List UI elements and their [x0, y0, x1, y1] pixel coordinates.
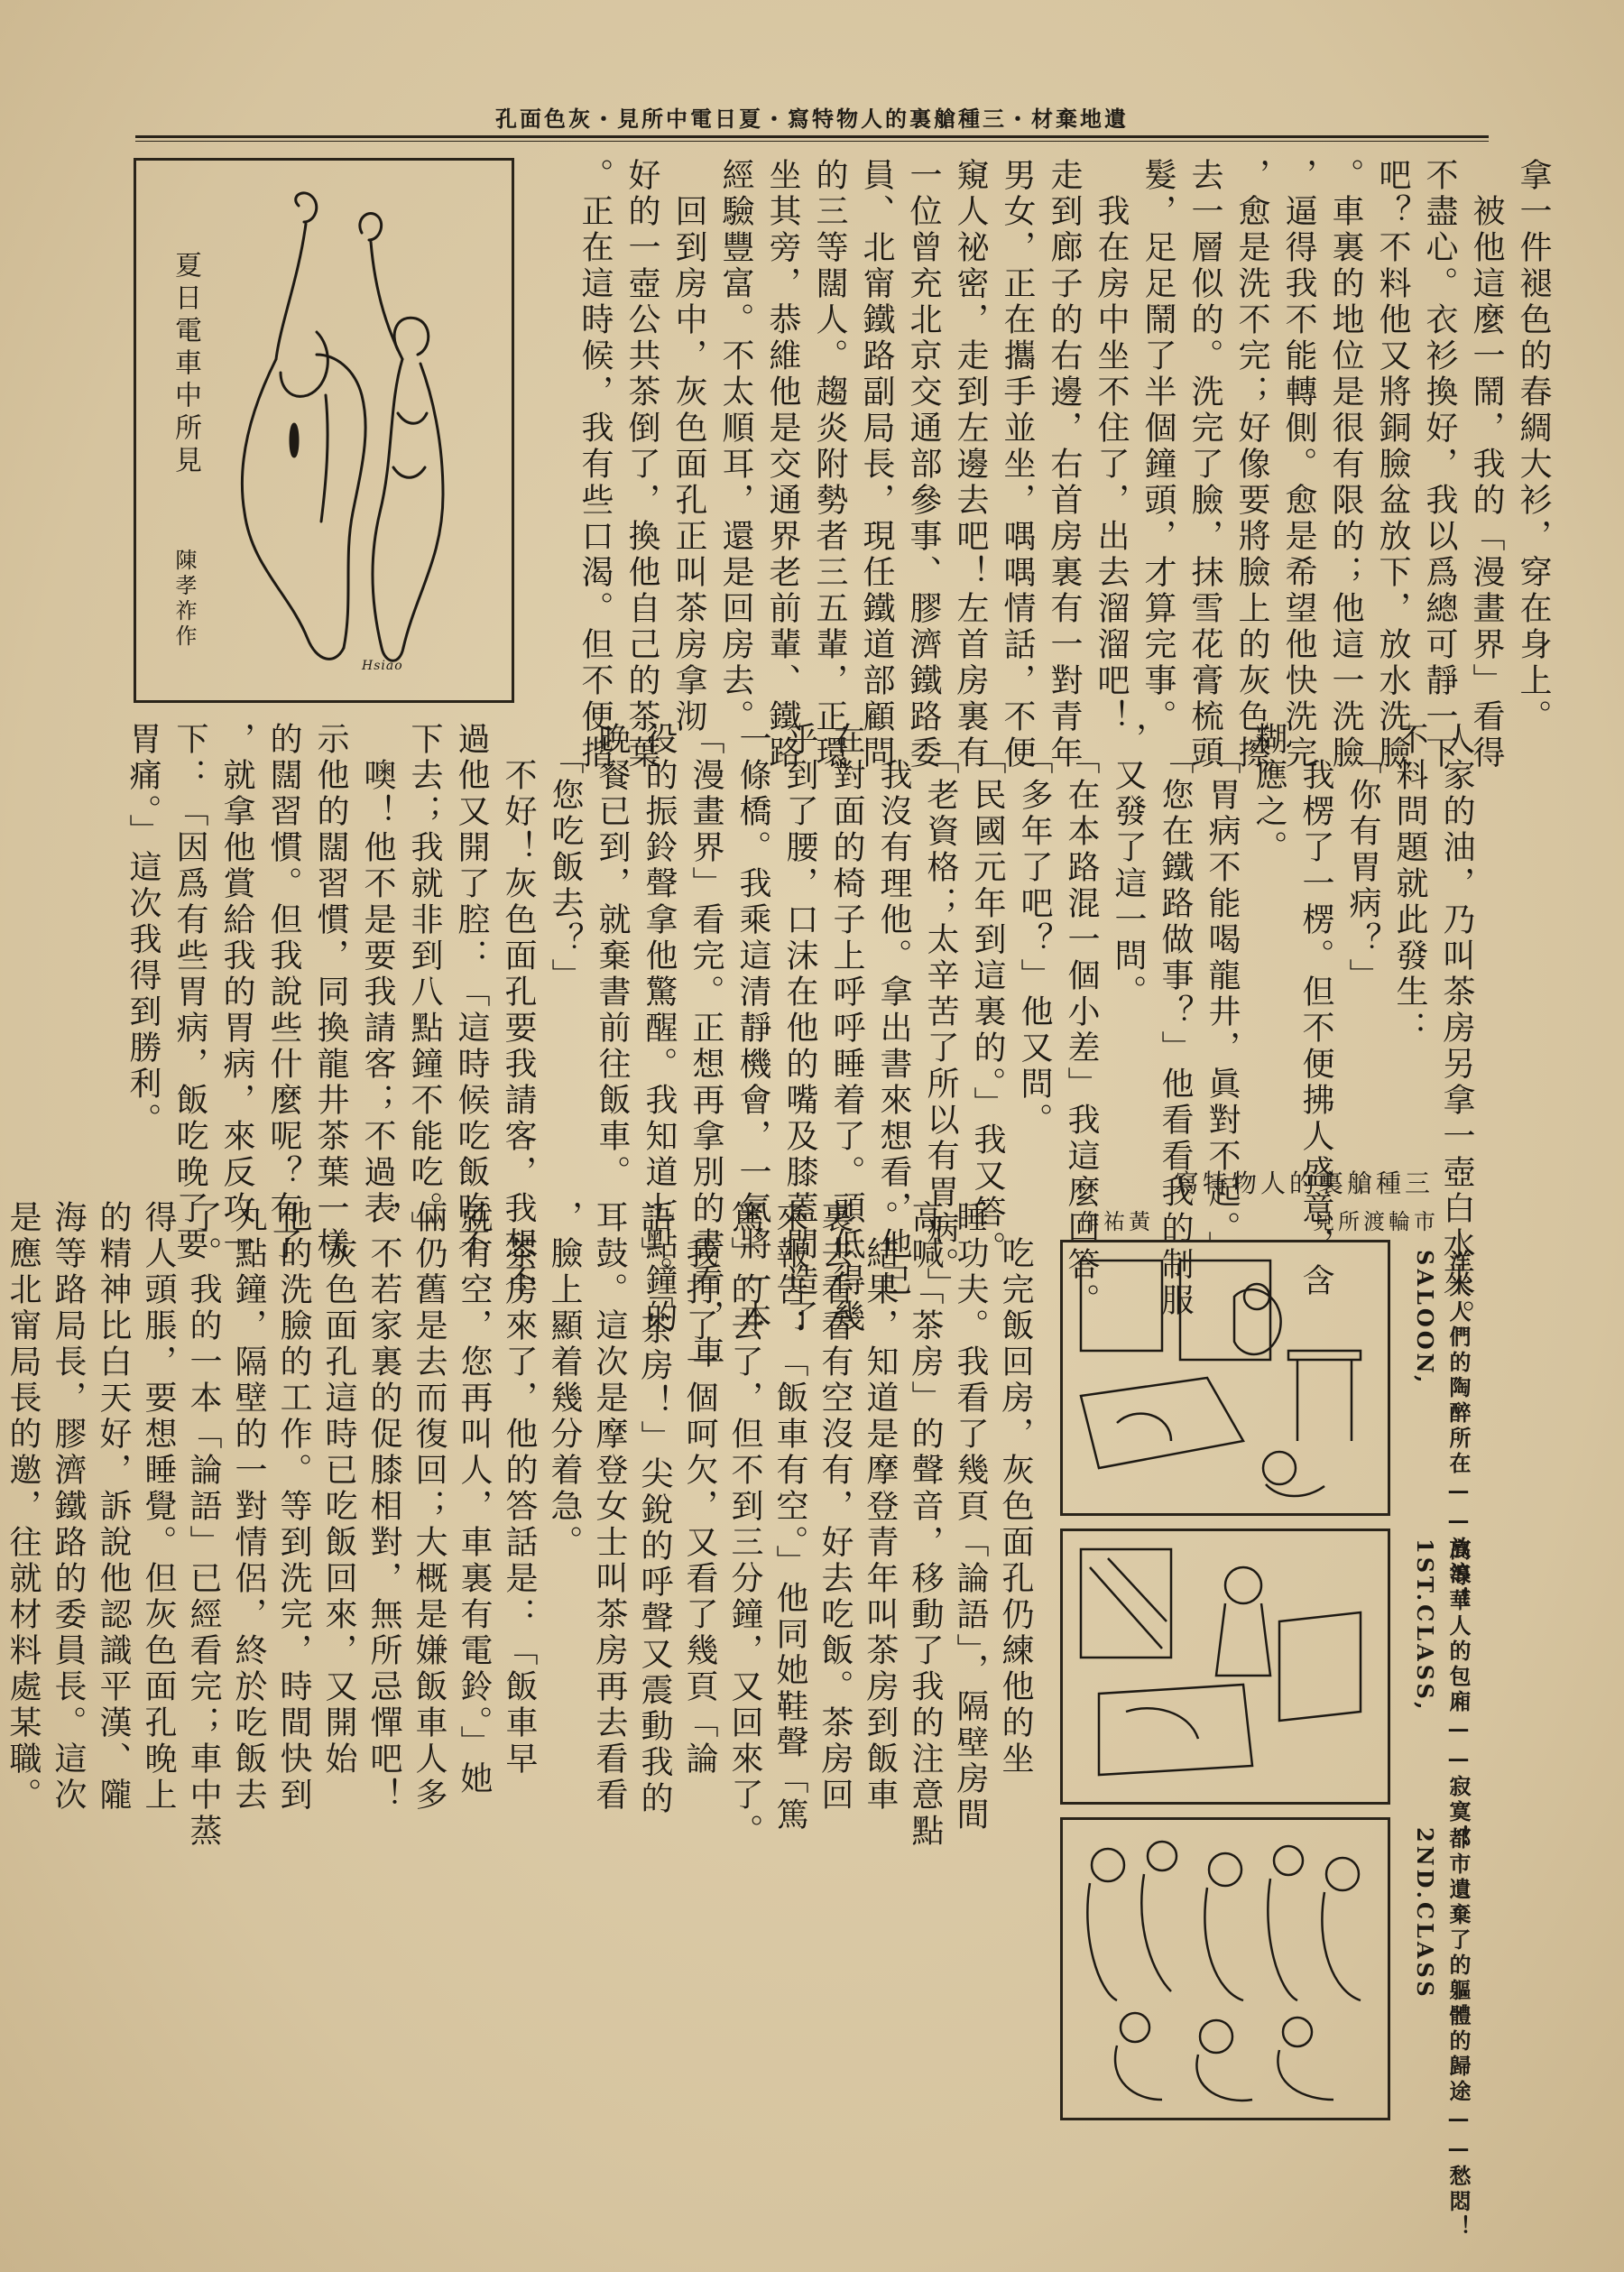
figure-right-subtitle: 見所渡輪市	[1313, 1209, 1439, 1234]
panel-first-class-label-en: 1ST.CLASS,	[1412, 1538, 1438, 1713]
panel-saloon	[1060, 1240, 1472, 1612]
panel-first-class-label-zh: 高等華人的包廂——寂寞！	[1445, 1538, 1472, 1851]
saloon-drawing	[1063, 1242, 1388, 1513]
text-block-middle: 人家的油，乃叫茶房另拿一壺白水來。 不料問題就此發生： 「你有胃病？」 我楞了一楞。但不便拂人盛意，含 糊應之。 「胃病不能喝龍井，眞對不起。」 「您在鐵路做事？」他看看我的制服 ，又發了這一問。 「在本路混一個小差」我這麼回答。 「多年了吧？」他又問。 「民國元年到這裏的。」我又答。 「老資格；太辛苦了所以有胃病。」 我沒有理他。拿出書來想看，他已 在對面的椅子上呼呼睡着了。頭低得幾 乎到了腰，口沫在他的嘴及膝蓋間造了 一條橋。我乘這清靜機會，一氣將一本 「漫畫界」看完。正想再拿別的書看，車 役的振鈴聲拿他驚醒。我知道七點鐘的 晚餐已到，就棄書前往飯車。 「您吃飯去？」 不好！灰色面孔要我請客，我想不 過他又開了腔：「這時候吃飯吃不 下去；我就非到八點鐘不能吃。」 噢！他不是要我請客；不過表 示他的闊習慣，同換龍井茶葉一樣 的闊習慣。但我說些什麼呢？有了 ，就拿他賞給我的胃病，來反攻一 下：「因爲有些胃病，飯吃晚了要 胃痛。」這次我得到勝利。	[125, 722, 1475, 1372]
header-rule-thin	[135, 141, 1489, 142]
figure-right-title: 寫特物人的裏艙種三	[1173, 1168, 1434, 1198]
second-class-drawing	[1063, 1820, 1388, 2118]
running-header: 孔面色灰・見所中電日夏・寫特物人的裏艙種三・材棄地遺	[495, 106, 1129, 132]
text-block-top: 拿一件褪色的春綢大衫，穿在身上。 被他這麼一鬧，我的「漫畫界」看得 不盡心。衣衫換好，我以爲總可靜一下 吧？不料他又將銅臉盆放下，放水洗臉 。車裏的地位是很有限的；他這一洗臉 ，逼得我不能轉側。愈是希望他快洗完 ，愈是洗不完；好像要將臉上的灰色擦 去一層似的。洗完了臉，抹雪花膏梳頭 髮，足足鬧了半個鐘頭，才算完事。 我在房中坐不住了，出去溜溜吧！ 走到廊子的右邊，右首房裏有一對青年 男女，正在攜手並坐，喁喁情話，不便 窺人祕密，走到左邊去吧！左首房裏有 一位曾充北京交通部參事、膠濟鐵路委 員、北甯鐵路副局長，現任鐵道部顧問 的三等闊人。趨炎附勢者三五輩，正環 坐其旁，恭維他是交通界老前輩、鐵路 經驗豐富。不太順耳，還是回房去。 回到房中，灰色面孔正叫茶房拿沏 好的一壺公共茶倒了，換他自己的茶葉 。正在這時候，我有些口渴。但不便揩	[577, 158, 1552, 771]
figure-right	[1060, 1164, 1493, 2247]
panel-second-class-label-en: 2ND.CLASS	[1412, 1827, 1438, 2000]
panel-first-class	[1060, 1529, 1472, 1851]
panel-second-class	[1060, 1817, 1472, 2240]
figure-top-author: 陳孝祚作	[171, 549, 197, 650]
header-rule	[135, 135, 1489, 138]
panel-second-class-label-zh: 都市遺棄了的軀體的歸途——愁悶！	[1445, 1827, 1472, 2240]
first-class-drawing	[1063, 1531, 1388, 1802]
figure-top-frame	[134, 158, 514, 703]
panel-saloon-label-zh: 洋大人們的陶醉所在——放浪！	[1445, 1250, 1472, 1612]
figure-top-caption: 夏日電車中所見	[170, 251, 201, 478]
figure-right-author: 作祐黃	[1078, 1209, 1154, 1234]
figure-top-signature: Hsiao	[362, 659, 403, 673]
text-block-bottom: 吃完飯回房，灰色面孔仍練他的坐 睡功夫。我看了幾頁「論語」，隔壁房間 高喊「茶房」的聲音，移動了我的注意點 。結果，知道是摩登青年叫茶房到飯車 裏去看看有空沒有，好去吃飯。茶房回 來報告：「飯車有空。」他同她鞋聲「篤 篤」的去了，但不到三分鐘，又回來了。 我打了一個呵欠，又看了幾頁「論 語」。「茶房！」尖銳的呼聲又震動我的 耳鼓。這次是摩登女士叫茶房再去看看 ，臉上顯着幾分着急。 茶房來了，他的答話是：「飯車早 就有空，您再叫人，車裏有電鈴。」她 倆仍舊是去而復回；大概是嫌飯車人多 ，不若家裏的促膝相對，無所忌憚吧！ 灰色面孔這時已吃飯回來，又開始 他的洗臉的工作。等到洗完，時間快到 九點鐘，隔壁的一對情侶，終於吃飯去 了。我的一本「論語」已經看完；車中蒸 得人頭脹，要想睡覺。但灰色面孔晚上 的精神比白天好，訴說他認識平漢、隴 海等路局長，膠濟鐵路的委員長。這次 是應北甯局長的邀，往就材料處某職。	[5, 1200, 1034, 1850]
panel-saloon-label-en: SALOON,	[1412, 1250, 1438, 1387]
